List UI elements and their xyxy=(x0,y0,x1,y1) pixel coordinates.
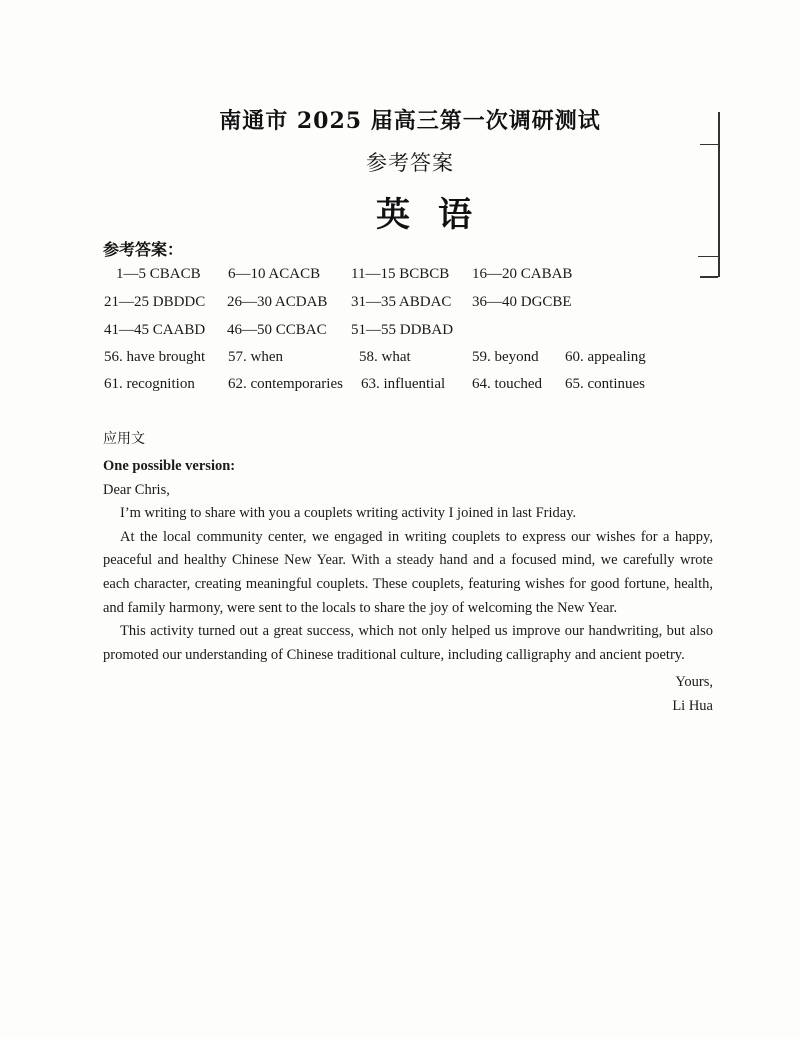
answer-row-4 xyxy=(0,349,800,373)
answer-word: 64. touched xyxy=(472,376,542,392)
answers-label: 参考答案： xyxy=(103,240,184,259)
exam-title: 南通市 2025 届高三第一次调研测试 xyxy=(219,108,601,134)
closing: Yours, xyxy=(675,674,713,691)
essay-paragraph-3: This activity turned out a great success, which not only helped us improve our handwriting, but also promoted our understanding of Chinese traditional culture, including calligraphy and ancient poetry. xyxy=(103,623,713,663)
binding-tick-top xyxy=(700,144,718,145)
answer-row-1 xyxy=(0,266,800,290)
answer-row-2 xyxy=(0,294,800,318)
signature: Li Hua xyxy=(672,697,713,714)
answer-word: 63. influential xyxy=(361,376,446,392)
answer-group: 51—55 DDBAD xyxy=(351,322,454,338)
answer-word: 61. recognition xyxy=(104,376,195,392)
answer-group: 46—50 CCBAC xyxy=(227,322,327,338)
answer-group: 26—30 ACDAB xyxy=(227,294,328,310)
answer-word: 62. contemporaries xyxy=(228,376,343,392)
answer-group: 1—5 CBACB xyxy=(116,266,201,282)
model-essay xyxy=(103,455,713,719)
answer-word: 65. continues xyxy=(565,376,645,392)
answer-group: 6—10 ACACB xyxy=(228,266,321,282)
answer-group: 31—35 ABDAC xyxy=(351,294,452,310)
answer-group: 36—40 DGCBE xyxy=(472,294,572,310)
answer-group: 16—20 CABAB xyxy=(472,266,573,282)
answer-group: 21—25 DBDDC xyxy=(104,294,206,310)
answer-word: 59. beyond xyxy=(472,349,539,365)
answer-word: 60. appealing xyxy=(565,349,646,365)
binding-edge-line xyxy=(718,112,720,277)
answer-group: 41—45 CAABD xyxy=(104,322,206,338)
binding-tick-mid xyxy=(698,256,718,257)
essay-paragraph-1: I’m writing to share with you a couplets writing activity I joined in last Friday. xyxy=(120,505,577,522)
essay-paragraph-2: At the local community center, we engaged in writing couplets to express our wishes for a happy, peaceful and healthy Chinese New Year. With a steady hand and a focused mind, we carefully wrote each character, creating meaningful couplets. These couplets, featuring wishes for good fortune, health, and family harmony, were sent to the locals to share the joy of welcoming the New Year. xyxy=(103,528,713,616)
answer-row-3 xyxy=(0,322,800,346)
writing-label: 应用文 xyxy=(103,431,145,447)
subject-title: 英语 xyxy=(376,195,500,235)
answer-word: 57. when xyxy=(228,349,283,365)
answer-key-subtitle: 参考答案 xyxy=(366,151,454,175)
answer-group: 11—15 BCBCB xyxy=(351,266,450,282)
answer-word: 56. have brought xyxy=(104,349,206,365)
answer-row-5 xyxy=(0,376,800,400)
version-label: One possible version: xyxy=(103,458,236,474)
answer-word: 58. what xyxy=(359,349,411,365)
salutation: Dear Chris, xyxy=(103,481,170,498)
